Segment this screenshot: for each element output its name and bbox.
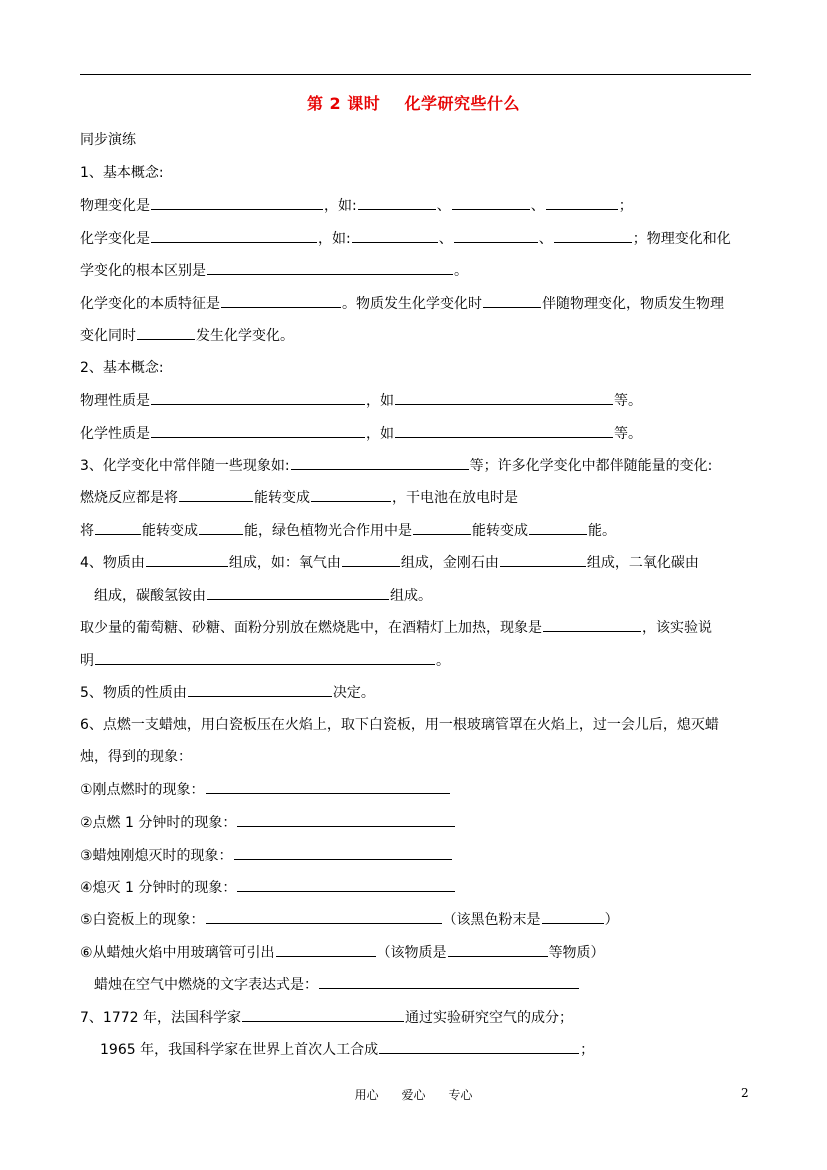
answer-blank[interactable]: [151, 196, 323, 210]
q2-heading: 2、基本概念:: [80, 360, 164, 376]
answer-blank[interactable]: [151, 391, 365, 405]
q2-physical-property-line: 物理性质是 ，如 等。: [80, 393, 642, 409]
answer-blank[interactable]: [95, 521, 141, 535]
answer-blank[interactable]: [546, 196, 618, 210]
answer-blank[interactable]: [413, 521, 471, 535]
q6-item-1: ①刚点燃时的现象：: [80, 780, 451, 798]
answer-blank[interactable]: [221, 294, 341, 308]
answer-blank[interactable]: [358, 196, 436, 210]
answer-blank[interactable]: [234, 846, 452, 860]
answer-blank[interactable]: [237, 813, 455, 827]
answer-blank[interactable]: [95, 651, 435, 665]
answer-blank[interactable]: [199, 521, 243, 535]
answer-blank[interactable]: [379, 1040, 579, 1054]
q6-equation-line: 蜡烛在空气中燃烧的文字表达式是：: [94, 975, 580, 993]
answer-blank[interactable]: [395, 391, 613, 405]
answer-blank[interactable]: [207, 586, 389, 600]
q3-line-2: 燃烧反应都是将 能转变成 ，干电池在放电时是: [80, 490, 518, 506]
q1-essence-line-cont: 变化同时 发生化学变化。: [80, 328, 294, 344]
q4-experiment-line-2: 明 。: [80, 653, 450, 669]
page-title: 第 2 课时 化学研究些什么: [306, 94, 521, 113]
answer-blank[interactable]: [146, 553, 228, 567]
q1-physical-change-line: 物理变化是 ，如: 、 、 ；: [80, 198, 633, 214]
q1-heading: 1、基本概念:: [80, 165, 164, 181]
answer-blank[interactable]: [206, 910, 442, 924]
q4-line: 4、物质由 组成，如：氧气由 组成，金刚石由 组成，二氧化碳由: [80, 555, 699, 571]
q2-chemical-property-line: 化学性质是 ，如 等。: [80, 426, 642, 442]
answer-blank[interactable]: [151, 424, 365, 438]
answer-blank[interactable]: [151, 229, 317, 243]
answer-blank[interactable]: [276, 943, 376, 957]
answer-blank[interactable]: [242, 1008, 404, 1022]
answer-blank[interactable]: [188, 683, 332, 697]
q6-line-2: 烛，得到的现象：: [80, 749, 192, 765]
answer-blank[interactable]: [500, 553, 586, 567]
answer-blank[interactable]: [319, 975, 579, 989]
answer-blank[interactable]: [179, 488, 253, 502]
q7-line: 7、1772 年，法国科学家 通过实验研究空气的成分；: [80, 1010, 573, 1026]
page-footer: 用心 爱心 专心: [354, 1088, 473, 1102]
q6-item-6: ⑥从蜡烛火焰中用玻璃管可引出 （该物质是 等物质）: [80, 945, 605, 961]
q6-item-2: ②点燃 1 分钟时的现象：: [80, 813, 456, 831]
q3-line-3: 将 能转变成 能，绿色植物光合作用中是 能转变成 能。: [80, 523, 616, 539]
answer-blank[interactable]: [207, 261, 453, 275]
q1-difference-line: 学变化的根本区别是 。: [80, 263, 468, 279]
q6-line: 6、点燃一支蜡烛，用白瓷板压在火焰上，取下白瓷板，用一根玻璃管罩在火焰上，过一会儿后，熄灭蜡: [80, 717, 719, 733]
answer-blank[interactable]: [542, 910, 604, 924]
answer-blank[interactable]: [342, 553, 400, 567]
section-heading: 同步演练: [80, 132, 136, 148]
answer-blank[interactable]: [529, 521, 587, 535]
q7-line-2: 1965 年，我国科学家在世界上首次人工合成 ；: [100, 1042, 595, 1058]
q6-item-4: ④熄灭 1 分钟时的现象：: [80, 878, 456, 896]
q6-item-5: ⑤白瓷板上的现象： （该黑色粉末是 ）: [80, 912, 619, 928]
answer-blank[interactable]: [137, 326, 195, 340]
answer-blank[interactable]: [206, 780, 450, 794]
q1-chemical-change-line: 化学变化是 ，如: 、 、 ；物理变化和化: [80, 231, 731, 247]
answer-blank[interactable]: [395, 424, 613, 438]
q5-line: 5、物质的性质由 决定。: [80, 685, 375, 701]
q4-line-2: 组成，碳酸氢铵由 组成。: [94, 588, 432, 604]
answer-blank[interactable]: [554, 229, 632, 243]
answer-blank[interactable]: [483, 294, 541, 308]
q6-item-3: ③蜡烛刚熄灭时的现象：: [80, 846, 453, 864]
answer-blank[interactable]: [291, 456, 469, 470]
answer-blank[interactable]: [311, 488, 391, 502]
header-rule: [80, 74, 751, 75]
answer-blank[interactable]: [448, 943, 548, 957]
q1-essence-line: 化学变化的本质特征是 。物质发生化学变化时 伴随物理变化，物质发生物理: [80, 296, 724, 312]
answer-blank[interactable]: [237, 878, 455, 892]
answer-blank[interactable]: [352, 229, 438, 243]
answer-blank[interactable]: [543, 618, 641, 632]
answer-blank[interactable]: [454, 229, 538, 243]
q4-experiment-line: 取少量的葡萄糖、砂糖、面粉分别放在燃烧匙中，在酒精灯上加热，现象是 ，该实验说: [80, 620, 712, 636]
page-number: 2: [741, 1086, 749, 1100]
q3-line: 3、化学变化中常伴随一些现象如: 等；许多化学变化中都伴随能量的变化:: [80, 458, 713, 474]
answer-blank[interactable]: [452, 196, 530, 210]
